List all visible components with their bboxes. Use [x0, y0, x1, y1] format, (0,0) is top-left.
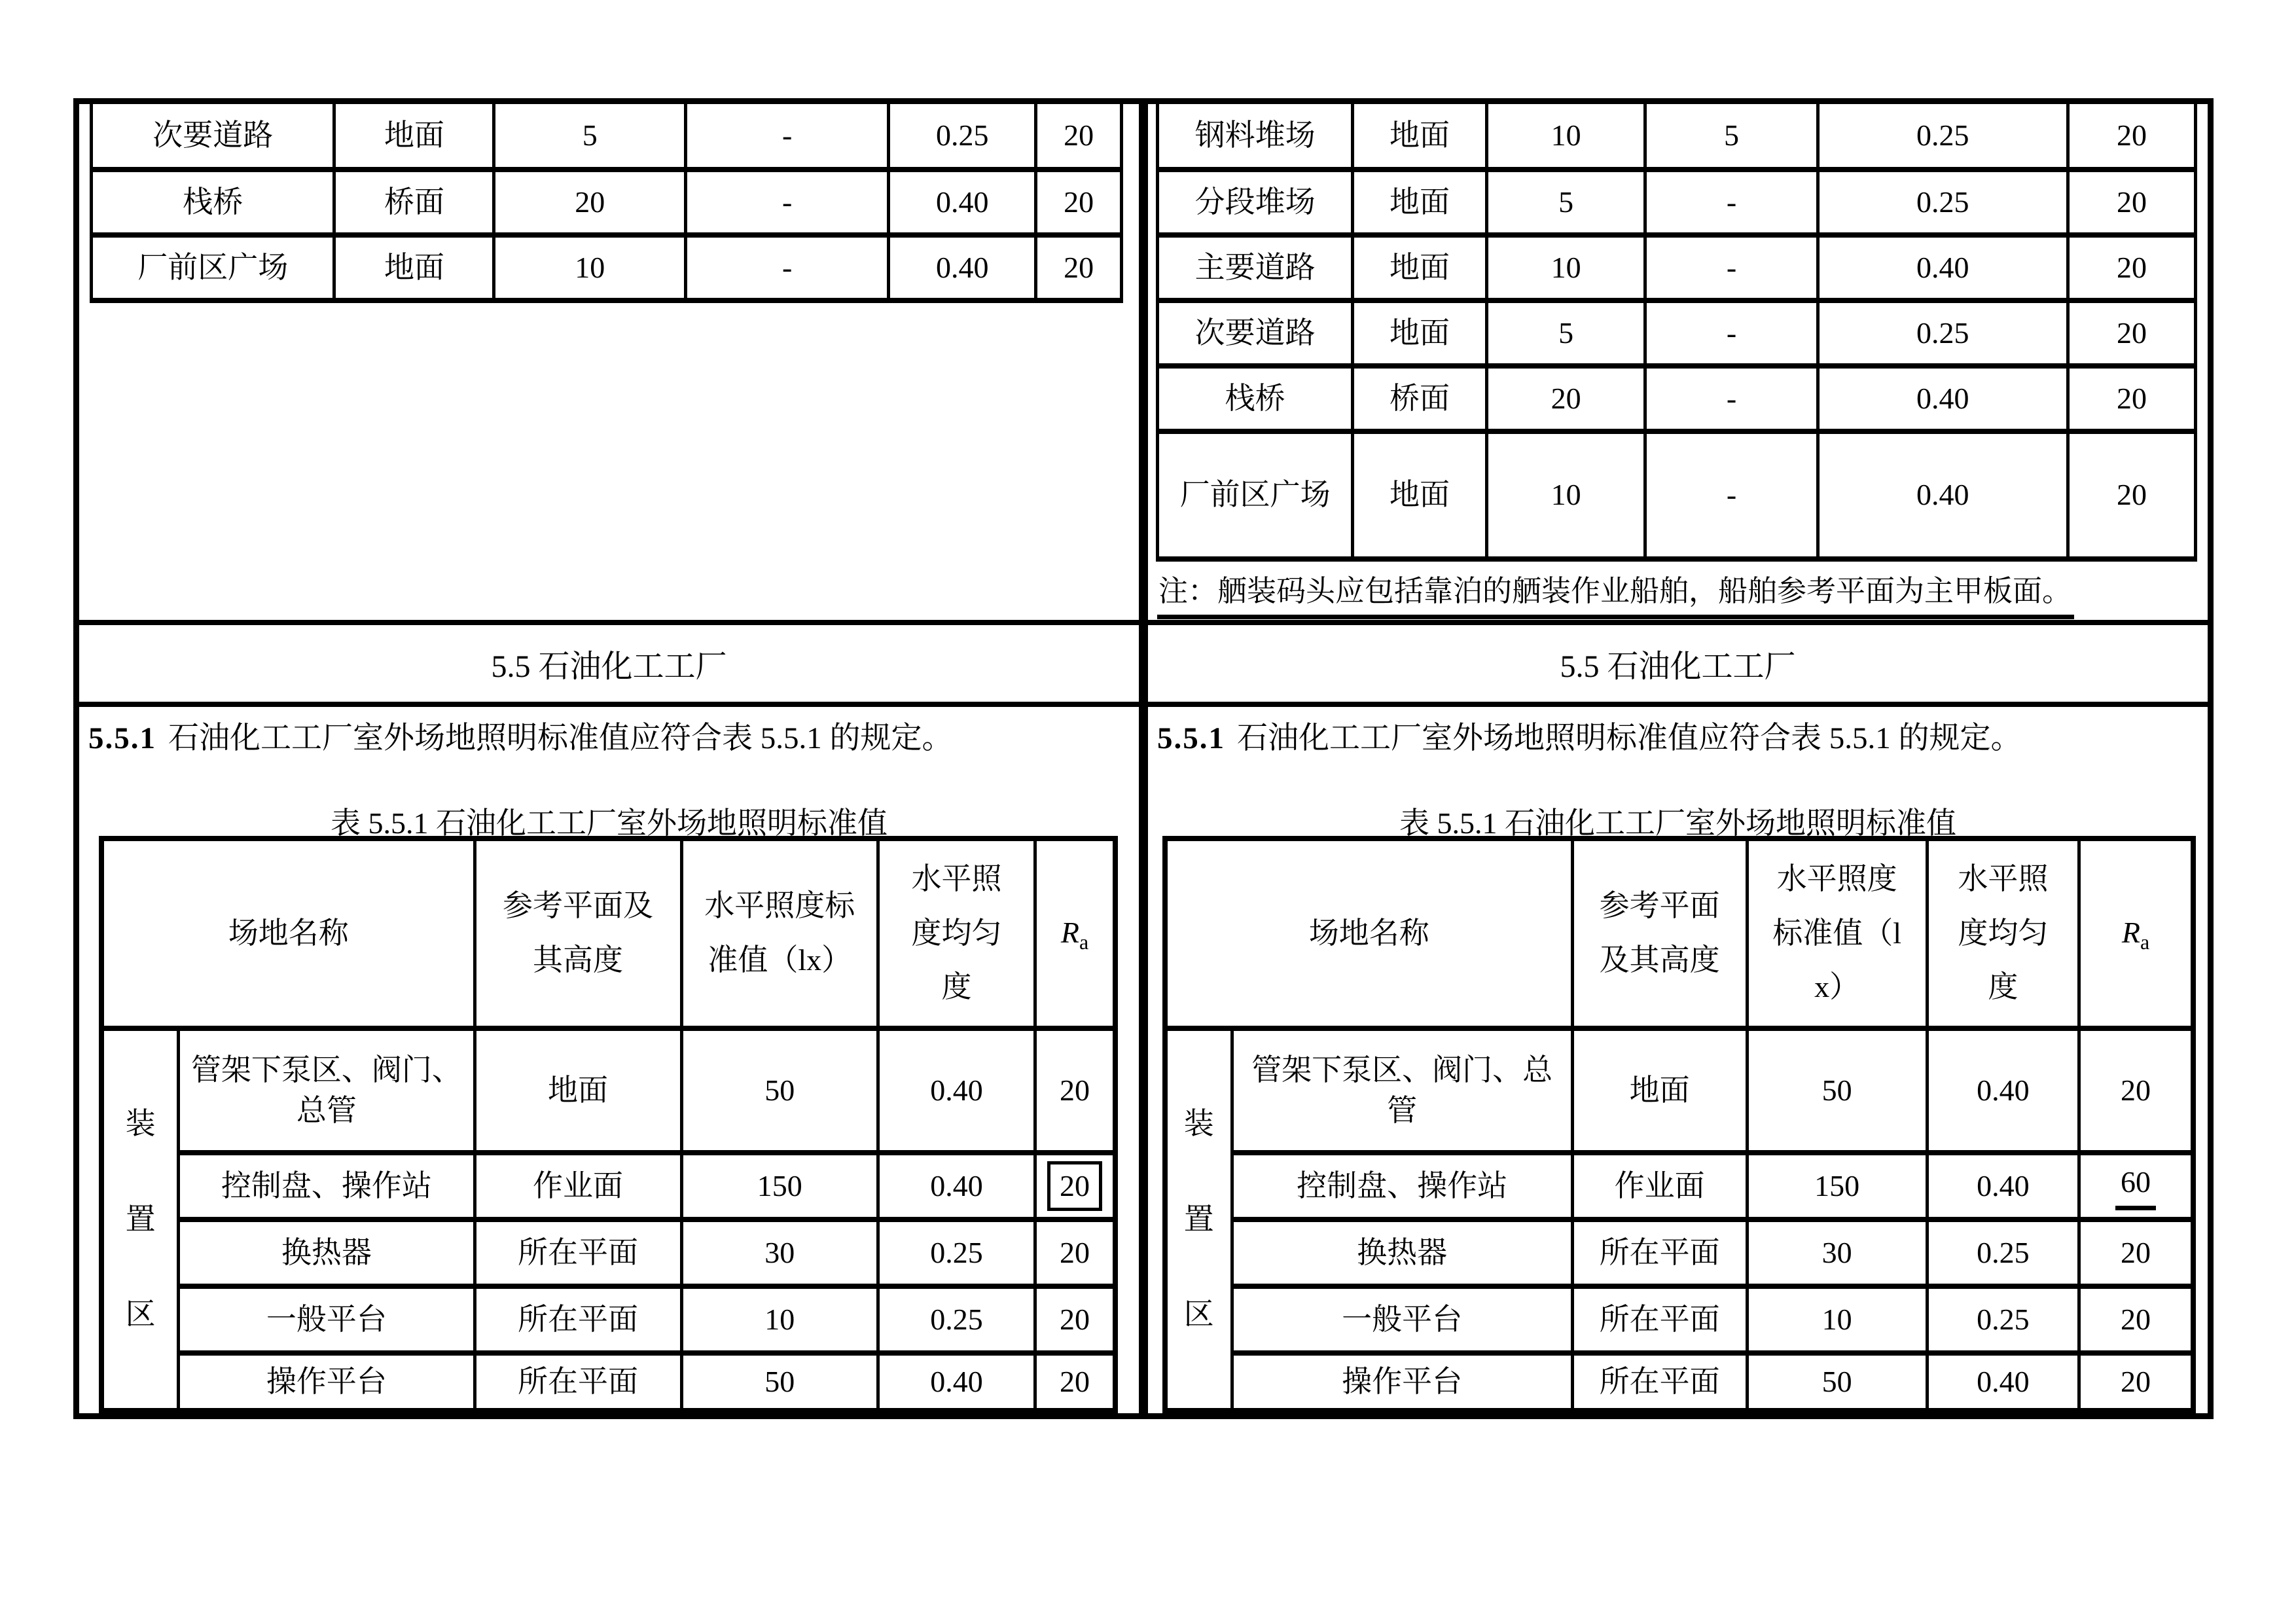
- cell-uniformity: 0.40: [889, 235, 1036, 300]
- right-page: [1148, 104, 2208, 1413]
- cell-plane: 地面: [334, 235, 494, 300]
- clause-number: 5.5.1: [88, 721, 156, 755]
- left-page: [79, 104, 1139, 1413]
- table-row: [101, 1153, 1115, 1219]
- cell-uniformity: 0.25: [1818, 300, 2068, 366]
- table-row: [1165, 1153, 2193, 1219]
- cell-lux: 5: [494, 104, 686, 170]
- cell-uniformity: 0.40: [878, 1028, 1035, 1153]
- cell-lux2: -: [1645, 431, 1818, 559]
- cell-lux2: -: [1645, 300, 1818, 366]
- table-note-text: 注：舾装码头应包括靠泊的舾装作业船舶，船舶参考平面为主甲板面。: [1157, 567, 2074, 619]
- cell-ra: 20: [2068, 366, 2195, 431]
- header-site: 场地名称: [101, 839, 475, 1028]
- table-row: [1165, 1353, 2193, 1411]
- cell-ra: 20: [2068, 104, 2195, 170]
- cell-lux2: 5: [1645, 104, 1818, 170]
- cell-site: 操作平台: [179, 1353, 475, 1411]
- cell-ra: 20: [2079, 1286, 2193, 1353]
- clause-number: 5.5.1: [1157, 721, 1225, 755]
- cell-site: 管架下泵区、阀门、总管: [179, 1028, 475, 1153]
- left-top-continuation-table: [90, 104, 1123, 303]
- header-lux: 水平照度标准值（lx）: [681, 839, 878, 1028]
- group-cell-zhuangzhiqu: 装 置 区: [1165, 1028, 1232, 1411]
- cell-ra: 20: [2068, 431, 2195, 559]
- cell-plane: 地面: [1353, 300, 1487, 366]
- header-ra: $R_a$: [2079, 839, 2193, 1028]
- cell-plane: 作业面: [475, 1153, 681, 1219]
- left-lighting-table: [99, 836, 1118, 1413]
- table-caption: 表 5.5.1 石油化工工厂室外场地照明标准值: [1399, 806, 1956, 840]
- cell-lux: 30: [1747, 1219, 1927, 1286]
- cell-plane: 地面: [1353, 170, 1487, 235]
- cell-plane: 所在平面: [1572, 1353, 1747, 1411]
- cell-plane: 所在平面: [1572, 1286, 1747, 1353]
- cell-ra: 20: [2079, 1353, 2193, 1411]
- cell-uniformity: 0.40: [1927, 1153, 2079, 1219]
- cell-plane: 所在平面: [475, 1286, 681, 1353]
- cell-site: 换热器: [1232, 1219, 1572, 1286]
- cell-lux2: -: [686, 235, 889, 300]
- table-row: [92, 104, 1122, 170]
- cell-lux: 150: [681, 1153, 878, 1219]
- table-row: [1158, 431, 2196, 559]
- table-row: [101, 1219, 1115, 1286]
- cell-uniformity: 0.25: [1927, 1286, 2079, 1353]
- cell-uniformity: 0.40: [889, 170, 1036, 235]
- cell-lux: 50: [681, 1028, 878, 1153]
- cell-ra-boxed: [1035, 1153, 1115, 1219]
- cell-ra: 20: [2079, 1219, 2193, 1286]
- cell-site: 管架下泵区、阀门、总管: [1232, 1028, 1572, 1153]
- cell-lux: 10: [1486, 235, 1645, 300]
- header-site: 场地名称: [1165, 839, 1572, 1028]
- cell-ra: 20: [1035, 1286, 1115, 1353]
- header-row: [1165, 839, 2193, 1028]
- table-row: [1158, 170, 2196, 235]
- cell-site: 换热器: [179, 1219, 475, 1286]
- page-divider: [1139, 104, 1148, 1413]
- cell-lux: 20: [1486, 366, 1645, 431]
- cell-ra: 20: [1035, 1353, 1115, 1411]
- cell-lux: 20: [494, 170, 686, 235]
- section-heading: 5.5 石油化工工厂: [1560, 649, 1796, 684]
- cell-site: 厂前区广场: [92, 235, 334, 300]
- cell-site: 一般平台: [1232, 1286, 1572, 1353]
- clause-text: 石油化工工厂室外场地照明标准值应符合表 5.5.1 的规定。: [1237, 721, 2022, 755]
- cell-plane: 桥面: [1353, 366, 1487, 431]
- cell-plane: 地面: [1353, 104, 1487, 170]
- cell-lux: 10: [1486, 104, 1645, 170]
- header-uniformity: 水平照度均匀度: [878, 839, 1035, 1028]
- cell-lux: 50: [681, 1353, 878, 1411]
- cell-plane: 桥面: [334, 170, 494, 235]
- cell-lux2: -: [1645, 366, 1818, 431]
- cell-site: 主要道路: [1158, 235, 1353, 300]
- cell-lux: 10: [1486, 431, 1645, 559]
- section-heading: 5.5 石油化工工厂: [491, 649, 727, 684]
- cell-ra: 20: [1036, 170, 1122, 235]
- clause-paragraph: [1157, 718, 2198, 759]
- cell-site: 钢料堆场: [1158, 104, 1353, 170]
- cell-ra: 20: [1035, 1219, 1115, 1286]
- cell-ra: 20: [1035, 1028, 1115, 1153]
- cell-lux: 10: [1747, 1286, 1927, 1353]
- cell-ra: 20: [1036, 235, 1122, 300]
- cell-uniformity: 0.40: [1818, 431, 2068, 559]
- header-row: [101, 839, 1115, 1028]
- right-top-continuation-table: [1156, 104, 2197, 562]
- table-row: [1158, 366, 2196, 431]
- boxed-value: 20: [1047, 1161, 1102, 1211]
- cell-plane: 作业面: [1572, 1153, 1747, 1219]
- cell-site: 次要道路: [1158, 300, 1353, 366]
- cell-plane: 地面: [1353, 235, 1487, 300]
- cell-uniformity: 0.25: [1818, 170, 2068, 235]
- cell-plane: 所在平面: [475, 1353, 681, 1411]
- cell-ra: 20: [2068, 235, 2195, 300]
- cell-plane: 地面: [1353, 431, 1487, 559]
- cell-ra: 20: [2068, 300, 2195, 366]
- table-caption: 表 5.5.1 石油化工工厂室外场地照明标准值: [331, 806, 888, 840]
- cell-plane: 地面: [475, 1028, 681, 1153]
- cell-uniformity: 0.25: [878, 1219, 1035, 1286]
- cell-site: 控制盘、操作站: [1232, 1153, 1572, 1219]
- cell-lux2: -: [686, 170, 889, 235]
- cell-uniformity: 0.40: [1818, 366, 2068, 431]
- cell-lux2: -: [1645, 235, 1818, 300]
- cell-lux2: -: [686, 104, 889, 170]
- table-row: [101, 1286, 1115, 1353]
- cell-lux: 50: [1747, 1028, 1927, 1153]
- underlined-value: 60: [2115, 1162, 2156, 1210]
- table-note: [1157, 564, 2196, 623]
- cell-site: 分段堆场: [1158, 170, 1353, 235]
- table-row: [1158, 300, 2196, 366]
- clause-paragraph: [88, 718, 1130, 759]
- section-heading-band: [1148, 620, 2208, 707]
- cell-site: 控制盘、操作站: [179, 1153, 475, 1219]
- table-row: [1165, 1219, 2193, 1286]
- cell-site: 次要道路: [92, 104, 334, 170]
- cell-site: 操作平台: [1232, 1353, 1572, 1411]
- header-plane: 参考平面及其高度: [1572, 839, 1747, 1028]
- cell-lux2: -: [1645, 170, 1818, 235]
- cell-uniformity: 0.40: [1927, 1353, 2079, 1411]
- cell-uniformity: 0.40: [1927, 1028, 2079, 1153]
- table-row: [101, 1028, 1115, 1153]
- cell-lux: 10: [681, 1286, 878, 1353]
- cell-uniformity: 0.40: [878, 1153, 1035, 1219]
- header-lux: 水平照度标准值（lx）: [1747, 839, 1927, 1028]
- cell-uniformity: 0.25: [878, 1286, 1035, 1353]
- table-row: [101, 1353, 1115, 1411]
- cell-uniformity: 0.25: [1927, 1219, 2079, 1286]
- cell-lux: 5: [1486, 170, 1645, 235]
- cell-ra-underlined: [2079, 1153, 2193, 1219]
- cell-uniformity: 0.25: [1818, 104, 2068, 170]
- cell-uniformity: 0.40: [878, 1353, 1035, 1411]
- cell-lux: 5: [1486, 300, 1645, 366]
- cell-lux: 150: [1747, 1153, 1927, 1219]
- table-row: [1165, 1028, 2193, 1153]
- cell-ra: 20: [2079, 1028, 2193, 1153]
- table-row: [1158, 235, 2196, 300]
- cell-lux: 50: [1747, 1353, 1927, 1411]
- cell-site: 厂前区广场: [1158, 431, 1353, 559]
- header-uniformity: 水平照度均匀度: [1927, 839, 2079, 1028]
- cell-lux: 30: [681, 1219, 878, 1286]
- cell-uniformity: 0.40: [1818, 235, 2068, 300]
- clause-text: 石油化工工厂室外场地照明标准值应符合表 5.5.1 的规定。: [168, 721, 953, 755]
- cell-ra: 20: [1036, 104, 1122, 170]
- cell-site: 栈桥: [1158, 366, 1353, 431]
- cell-lux: 10: [494, 235, 686, 300]
- table-row: [92, 235, 1122, 300]
- header-plane: 参考平面及其高度: [475, 839, 681, 1028]
- group-cell-zhuangzhiqu: 装 置 区: [101, 1028, 179, 1411]
- table-row: [92, 170, 1122, 235]
- cell-site: 一般平台: [179, 1286, 475, 1353]
- right-lighting-table: [1162, 836, 2196, 1413]
- cell-uniformity: 0.25: [889, 104, 1036, 170]
- cell-site: 栈桥: [92, 170, 334, 235]
- cell-plane: 所在平面: [1572, 1219, 1747, 1286]
- section-heading-band: [79, 620, 1139, 707]
- cell-plane: 所在平面: [475, 1219, 681, 1286]
- cell-ra: 20: [2068, 170, 2195, 235]
- table-row: [1165, 1286, 2193, 1353]
- cell-plane: 地面: [1572, 1028, 1747, 1153]
- cell-plane: 地面: [334, 104, 494, 170]
- page-frame: [73, 98, 2214, 1419]
- header-ra: $R_a$: [1035, 839, 1115, 1028]
- table-row: [1158, 104, 2196, 170]
